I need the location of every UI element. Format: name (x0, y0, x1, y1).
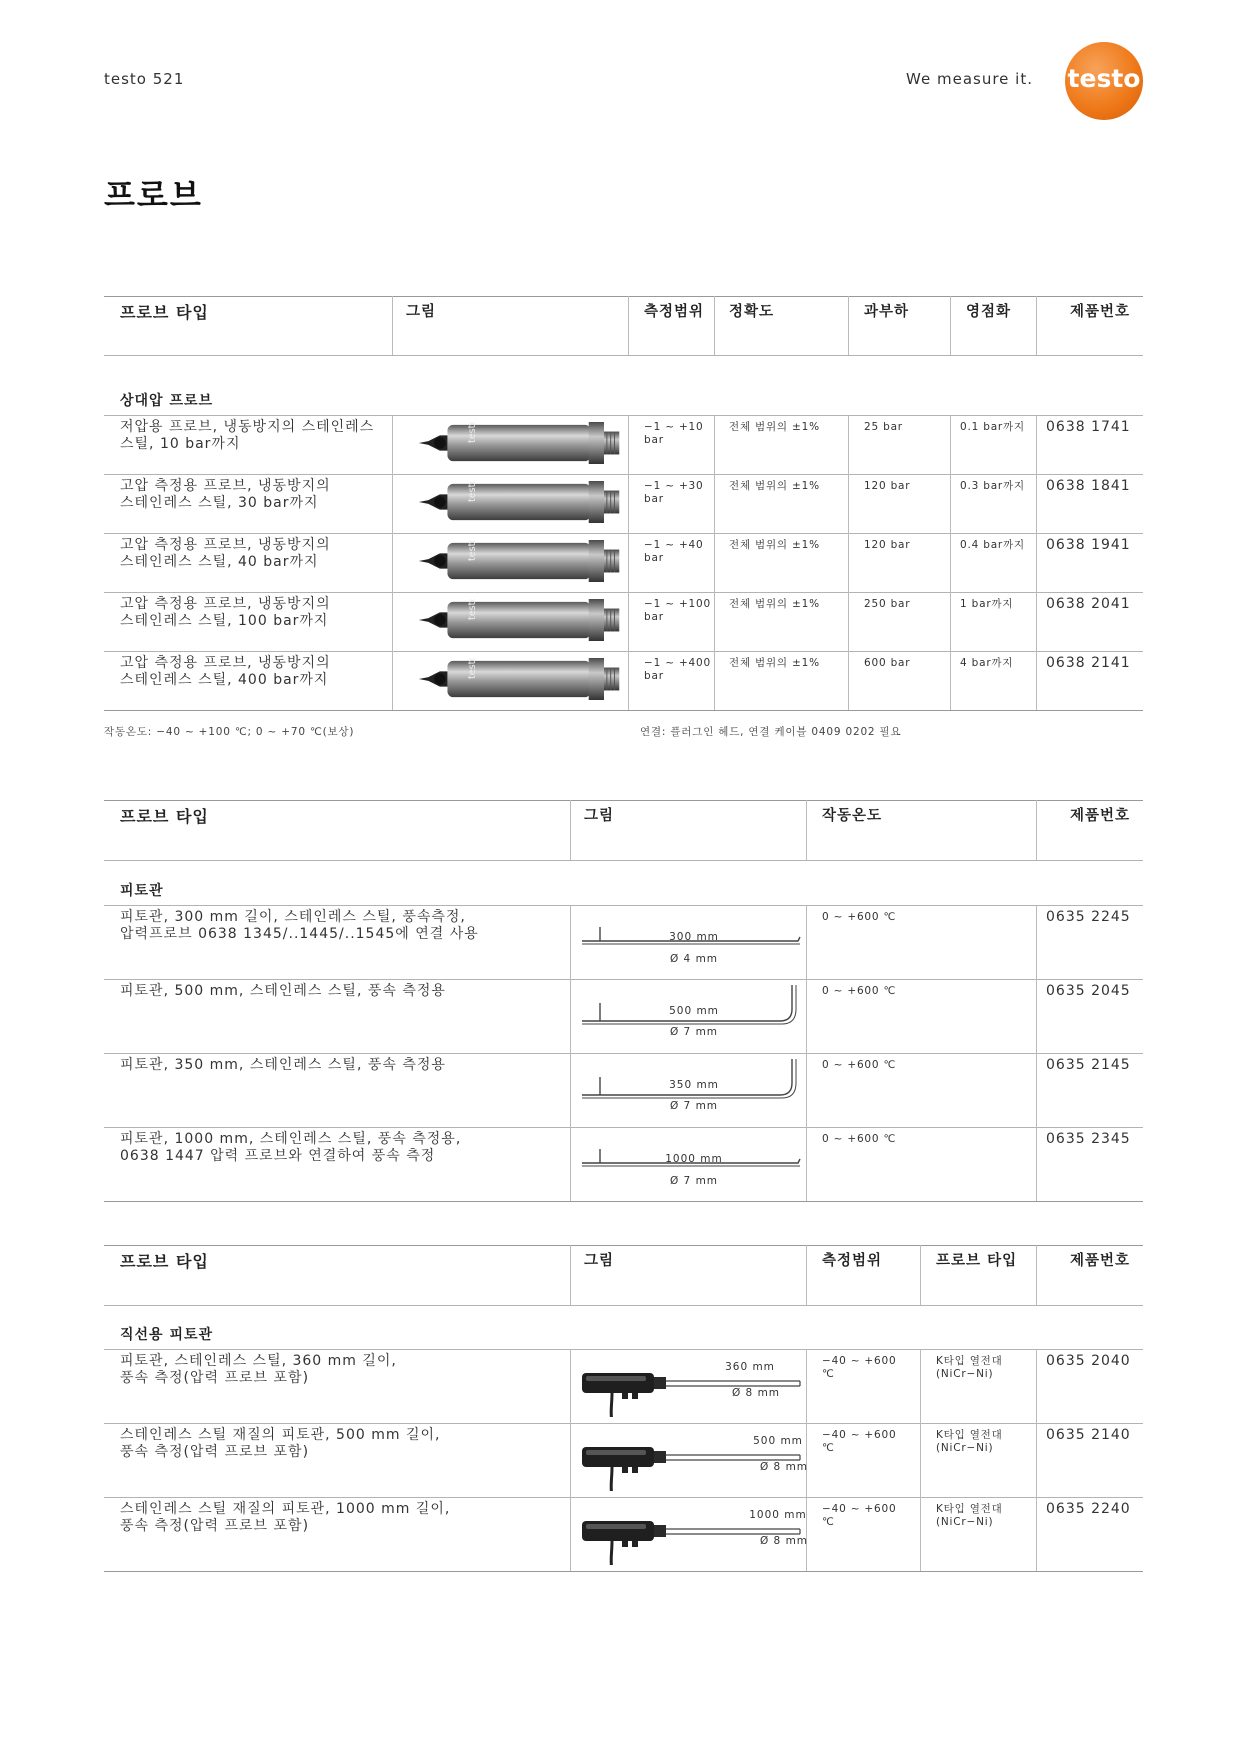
section-title: 상대압 프로브 (120, 393, 214, 409)
col-header-overload: 과부하 (864, 304, 910, 320)
tube-diameter: Ø 8 mm (759, 1461, 809, 1473)
probe-description: 피토관, 500 mm, 스테인레스 스틸, 풍속 측정용 (120, 983, 446, 999)
table-row (104, 905, 1143, 979)
overload: 25 bar (864, 421, 903, 433)
measuring-range: −1 ~ +100 bar (644, 598, 711, 623)
part-number: 0638 1841 (1046, 478, 1131, 494)
overload: 250 bar (864, 598, 911, 610)
probe-description: 피토관, 스테인레스 스틸, 360 mm 길이, 풍속 측정(압력 프로브 포함) (120, 1353, 397, 1386)
tube-diameter: Ø 7 mm (669, 1026, 719, 1038)
col-header-accuracy: 정확도 (729, 304, 775, 320)
part-number: 0638 2141 (1046, 655, 1131, 671)
col-header-image: 그림 (584, 1253, 615, 1269)
section-title: 피토관 (120, 883, 164, 899)
accuracy: 전체 범위의 ±1% (729, 539, 820, 551)
part-number: 0635 2240 (1046, 1501, 1131, 1517)
tube-diameter: Ø 7 mm (669, 1100, 719, 1112)
col-header-probe-type: 프로브 타입 (120, 1252, 209, 1271)
part-number: 0635 2345 (1046, 1131, 1131, 1147)
tube-length: 350 mm (669, 1079, 719, 1091)
pressure-probe-image (414, 599, 626, 641)
col-header-image: 그림 (406, 304, 437, 320)
tube-length: 500 mm (669, 1005, 719, 1017)
part-number: 0635 2045 (1046, 983, 1131, 999)
overload: 120 bar (864, 539, 911, 551)
pressure-probe-image (414, 422, 626, 464)
tube-diameter: Ø 8 mm (759, 1535, 809, 1547)
part-number: 0638 1941 (1046, 537, 1131, 553)
zeroing: 1 bar까지 (960, 598, 1014, 610)
measuring-range: −40 ~ +600 ℃ (822, 1503, 897, 1528)
col-header-image: 그림 (584, 808, 615, 824)
pressure-probe-image (414, 481, 626, 523)
col-header-sensor-type: 프로브 타입 (936, 1253, 1018, 1269)
table-row (104, 651, 1143, 710)
col-header-range: 측정범위 (644, 304, 705, 320)
overload: 120 bar (864, 480, 911, 492)
sensor-type: K타입 열전대 (NiCr−Ni) (936, 1503, 1003, 1528)
sensor-type: K타입 열전대 (NiCr−Ni) (936, 1429, 1003, 1454)
accuracy: 전체 범위의 ±1% (729, 421, 820, 433)
tube-length: 1000 mm (665, 1153, 723, 1165)
tube-length: 300 mm (669, 931, 719, 943)
part-number: 0635 2245 (1046, 909, 1131, 925)
tube-diameter: Ø 4 mm (669, 953, 719, 965)
table-row (104, 592, 1143, 651)
logo-text: testo (1067, 64, 1141, 93)
operating-temperature: 0 ~ +600 ℃ (822, 1133, 897, 1145)
table-pitot-tubes (104, 800, 1143, 1205)
table-row (104, 1423, 1143, 1497)
tube-length: 360 mm (725, 1361, 775, 1373)
part-number: 0635 2040 (1046, 1353, 1131, 1369)
probe-description: 고압 측정용 프로브, 냉동방지의 스테인레스 스틸, 100 bar까지 (120, 596, 331, 629)
zeroing: 4 bar까지 (960, 657, 1014, 669)
table-row (104, 533, 1143, 592)
table-row (104, 1349, 1143, 1423)
operating-temperature: 0 ~ +600 ℃ (822, 1059, 897, 1071)
zeroing: 0.3 bar까지 (960, 480, 1025, 492)
col-header-operating-temp: 작동온도 (822, 808, 883, 824)
accuracy: 전체 범위의 ±1% (729, 657, 820, 669)
zeroing: 0.4 bar까지 (960, 539, 1025, 551)
col-header-range: 측정범위 (822, 1253, 883, 1269)
table-row (104, 979, 1143, 1053)
probe-description: 저압용 프로브, 냉동방지의 스테인레스 스틸, 10 bar까지 (120, 419, 375, 452)
zeroing: 0.1 bar까지 (960, 421, 1025, 433)
table-row (104, 474, 1143, 533)
measuring-range: −1 ~ +30 bar (644, 480, 704, 505)
header-product: testo 521 (104, 70, 185, 88)
overload: 600 bar (864, 657, 911, 669)
probe-description: 고압 측정용 프로브, 냉동방지의 스테인레스 스틸, 400 bar까지 (120, 655, 331, 688)
connection-note: 연결: 플러그인 헤드, 연결 케이블 0409 0202 필요 (640, 726, 902, 738)
tube-diameter: Ø 7 mm (669, 1175, 719, 1187)
col-header-part-number: 제품번호 (1070, 1253, 1131, 1269)
col-header-zeroing: 영점화 (966, 304, 1012, 320)
probe-description: 스테인레스 스틸 재질의 피토관, 500 mm 길이, 풍속 측정(압력 프로브 포함) (120, 1427, 441, 1460)
col-header-part-number: 제품번호 (1070, 808, 1131, 824)
table-pressure-probes (104, 296, 1143, 716)
operating-temperature: 0 ~ +600 ℃ (822, 985, 897, 997)
sensor-type: K타입 열전대 (NiCr−Ni) (936, 1355, 1003, 1380)
tube-length: 500 mm (753, 1435, 803, 1447)
probe-description: 피토관, 300 mm 길이, 스테인레스 스틸, 풍속측정, 압력프로브 0638 1345/..1445/..1545에 연결 사용 (120, 909, 479, 942)
table-straight-pitot-tubes (104, 1245, 1143, 1575)
tube-diameter: Ø 8 mm (731, 1387, 781, 1399)
operating-temperature: 0 ~ +600 ℃ (822, 911, 897, 923)
pressure-probe-image (414, 658, 626, 700)
probe-description: 피토관, 1000 mm, 스테인레스 스틸, 풍속 측정용, 0638 1447 압력 프로브와 연결하여 풍속 측정 (120, 1131, 462, 1164)
testo-logo (1065, 42, 1143, 120)
table-row (104, 415, 1143, 474)
tube-length: 1000 mm (749, 1509, 807, 1521)
col-header-part-number: 제품번호 (1070, 304, 1131, 320)
part-number: 0635 2140 (1046, 1427, 1131, 1443)
col-header-probe-type: 프로브 타입 (120, 303, 209, 322)
probe-description: 스테인레스 스틸 재질의 피토관, 1000 mm 길이, 풍속 측정(압력 프로브 포함) (120, 1501, 451, 1534)
probe-description: 고압 측정용 프로브, 냉동방지의 스테인레스 스틸, 40 bar까지 (120, 537, 331, 570)
part-number: 0638 1741 (1046, 419, 1131, 435)
operating-temperature-note: 작동온도: −40 ~ +100 ℃; 0 ~ +70 ℃(보상) (104, 726, 355, 738)
header-slogan: We measure it. (906, 70, 1033, 88)
measuring-range: −40 ~ +600 ℃ (822, 1429, 897, 1454)
measuring-range: −40 ~ +600 ℃ (822, 1355, 897, 1380)
pressure-probe-image (414, 540, 626, 582)
part-number: 0638 2041 (1046, 596, 1131, 612)
probe-description: 고압 측정용 프로브, 냉동방지의 스테인레스 스틸, 30 bar까지 (120, 478, 331, 511)
part-number: 0635 2145 (1046, 1057, 1131, 1073)
accuracy: 전체 범위의 ±1% (729, 480, 820, 492)
measuring-range: −1 ~ +40 bar (644, 539, 704, 564)
page-title: 프로브 (104, 176, 203, 214)
probe-description: 피토관, 350 mm, 스테인레스 스틸, 풍속 측정용 (120, 1057, 446, 1073)
table-row (104, 1127, 1143, 1201)
section-title: 직선용 피토관 (120, 1327, 214, 1343)
accuracy: 전체 범위의 ±1% (729, 598, 820, 610)
measuring-range: −1 ~ +400 bar (644, 657, 711, 682)
measuring-range: −1 ~ +10 bar (644, 421, 704, 446)
table-row (104, 1497, 1143, 1571)
col-header-probe-type: 프로브 타입 (120, 807, 209, 826)
table-row (104, 1053, 1143, 1127)
